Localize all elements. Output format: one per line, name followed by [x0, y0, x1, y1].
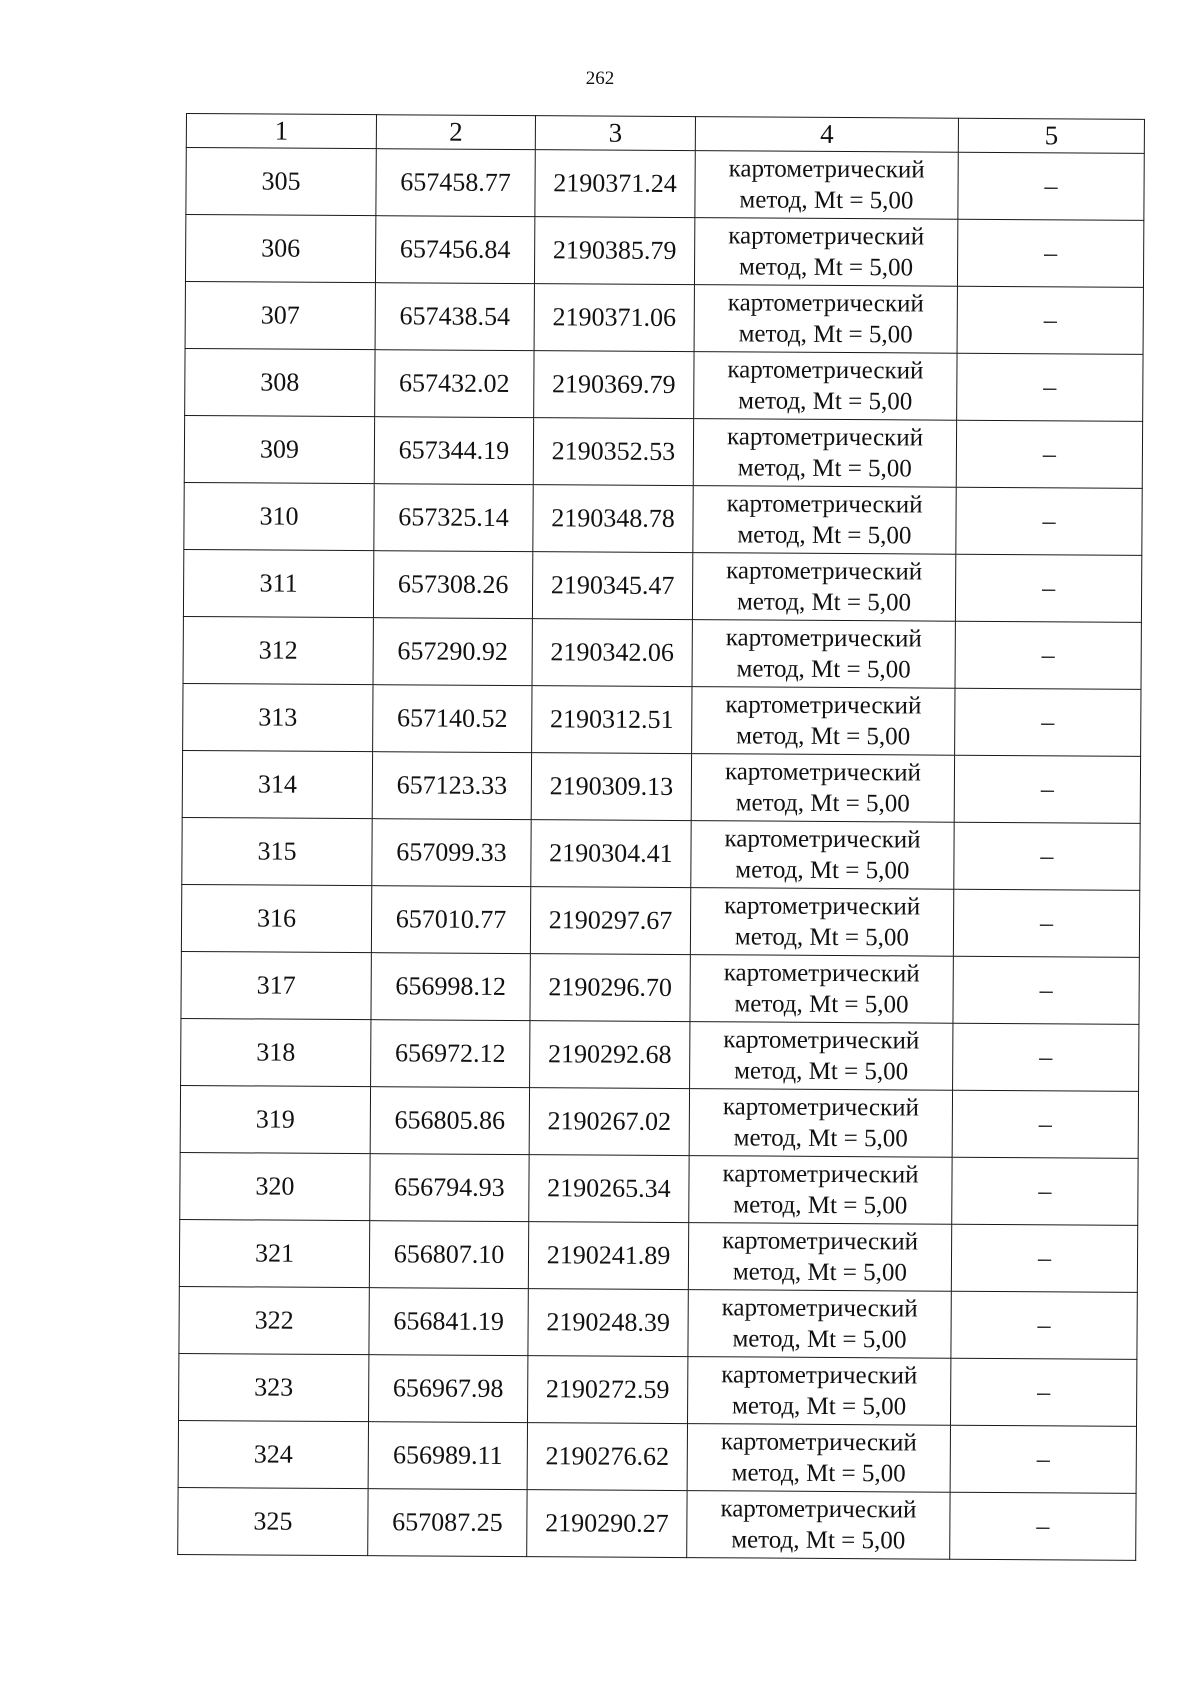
method-line-1: картометрический: [726, 557, 923, 586]
method-line-2: метод, Mt = 5,00: [731, 1526, 906, 1555]
method-cell: [692, 553, 955, 622]
method-line-2: метод, Mt = 5,00: [736, 655, 911, 684]
method-line-2: метод, Mt = 5,00: [739, 186, 914, 215]
point-number-cell: 320: [180, 1152, 370, 1220]
note-cell: –: [952, 1090, 1138, 1158]
method-line-2: метод, Mt = 5,00: [737, 521, 912, 550]
y-coordinate-cell: 2190371.06: [534, 284, 694, 352]
method-line-2: метод, Mt = 5,00: [734, 923, 910, 952]
method-cell: [693, 419, 956, 488]
x-coordinate-cell: 656967.98: [369, 1355, 528, 1423]
table-row: [185, 215, 1143, 288]
table-row: [183, 683, 1141, 756]
point-number-cell: 323: [179, 1353, 369, 1421]
point-number-cell: 307: [185, 281, 375, 349]
table-row: [185, 348, 1143, 421]
method-cell: [693, 486, 956, 555]
note-cell: –: [951, 1291, 1137, 1359]
point-number-cell: 317: [181, 951, 371, 1019]
x-coordinate-cell: 657458.77: [376, 149, 535, 217]
table-row: [184, 482, 1142, 555]
point-number-cell: 313: [183, 683, 373, 751]
method-line-1: картометрический: [722, 1093, 920, 1122]
table-row: [179, 1219, 1137, 1292]
page-number: 262: [585, 68, 615, 89]
method-line-2: метод, Mt = 5,00: [738, 387, 913, 416]
table-row: [181, 951, 1139, 1024]
method-cell: [688, 1223, 951, 1292]
note-cell: –: [950, 1425, 1136, 1493]
column-header-5: 5: [958, 118, 1144, 153]
y-coordinate-cell: 2190241.89: [528, 1222, 688, 1290]
table-row: [182, 750, 1140, 823]
method-line-2: метод, Mt = 5,00: [734, 990, 909, 1019]
point-number-cell: 306: [185, 215, 375, 283]
point-number-cell: 319: [180, 1085, 370, 1153]
method-line-2: метод, Mt = 5,00: [733, 1191, 908, 1220]
x-coordinate-cell: 657325.14: [374, 484, 533, 552]
y-coordinate-cell: 2190290.27: [527, 1490, 687, 1558]
point-number-cell: 318: [181, 1018, 371, 1086]
note-cell: –: [956, 420, 1142, 488]
point-number-cell: 311: [183, 549, 373, 617]
y-coordinate-cell: 2190265.34: [529, 1155, 689, 1223]
note-cell: –: [952, 1157, 1138, 1225]
method-cell: [694, 285, 957, 354]
column-header-2: 2: [376, 115, 535, 150]
x-coordinate-cell: 657099.33: [372, 819, 531, 887]
method-line-1: картометрический: [727, 289, 924, 318]
point-number-cell: 321: [179, 1219, 369, 1287]
note-cell: –: [954, 755, 1140, 823]
note-cell: –: [955, 688, 1141, 756]
method-line-2: метод, Mt = 5,00: [731, 1392, 907, 1421]
method-line-1: картометрический: [724, 758, 922, 787]
point-number-cell: 309: [184, 415, 374, 483]
point-number-cell: 315: [182, 817, 372, 885]
table-body: [178, 148, 1145, 1561]
method-line-1: картометрический: [721, 1294, 918, 1323]
y-coordinate-cell: 2190309.13: [531, 753, 691, 821]
method-line-1: картометрический: [722, 1160, 919, 1189]
point-number-cell: 308: [185, 348, 375, 416]
y-coordinate-cell: 2190296.70: [530, 954, 690, 1022]
method-line-2: метод, Mt = 5,00: [736, 588, 912, 617]
method-cell: [690, 955, 953, 1024]
y-coordinate-cell: 2190352.53: [533, 418, 693, 486]
method-line-1: картометрический: [726, 423, 924, 452]
method-cell: [688, 1357, 951, 1426]
point-number-cell: 325: [178, 1487, 368, 1555]
coordinates-table: [177, 113, 1145, 1561]
note-cell: –: [956, 487, 1142, 555]
note-cell: –: [951, 1224, 1137, 1292]
x-coordinate-cell: 656841.19: [369, 1288, 528, 1356]
method-line-1: картометрический: [723, 1026, 920, 1055]
y-coordinate-cell: 2190267.02: [529, 1088, 689, 1156]
method-cell: [690, 1022, 953, 1091]
method-line-1: картометрический: [720, 1495, 917, 1524]
x-coordinate-cell: 656989.11: [368, 1422, 527, 1490]
x-coordinate-cell: 657432.02: [375, 350, 534, 418]
method-cell: [687, 1424, 950, 1493]
method-line-2: метод, Mt = 5,00: [731, 1459, 906, 1488]
x-coordinate-cell: 656805.86: [370, 1087, 529, 1155]
y-coordinate-cell: 2190371.24: [535, 150, 695, 218]
table-row: [183, 549, 1141, 622]
y-coordinate-cell: 2190248.39: [528, 1289, 688, 1357]
table-row: [185, 281, 1143, 354]
point-number-cell: 310: [184, 482, 374, 550]
method-line-2: метод, Mt = 5,00: [732, 1258, 908, 1287]
method-cell: [695, 151, 958, 220]
x-coordinate-cell: 657456.84: [375, 216, 534, 284]
note-cell: –: [954, 822, 1140, 890]
method-line-2: метод, Mt = 5,00: [733, 1124, 908, 1153]
method-line-1: картометрический: [728, 222, 925, 251]
method-cell: [692, 687, 955, 756]
y-coordinate-cell: 2190276.62: [527, 1423, 687, 1491]
method-line-2: метод, Mt = 5,00: [738, 320, 913, 349]
method-cell: [689, 1089, 952, 1158]
method-line-2: метод, Mt = 5,00: [732, 1325, 907, 1354]
table-header-row: [186, 114, 1144, 154]
x-coordinate-cell: 657438.54: [375, 283, 534, 351]
method-line-1: картометрический: [720, 1428, 917, 1457]
x-coordinate-cell: 656794.93: [370, 1154, 529, 1222]
column-header-3: 3: [535, 116, 695, 151]
y-coordinate-cell: 2190312.51: [532, 686, 692, 754]
table-row: [179, 1286, 1137, 1359]
y-coordinate-cell: 2190348.78: [533, 485, 693, 553]
method-cell: [690, 888, 953, 957]
note-cell: –: [958, 152, 1144, 220]
method-line-1: картометрический: [726, 490, 923, 519]
method-cell: [694, 352, 957, 421]
table-row: [181, 1018, 1139, 1091]
method-cell: [689, 1156, 952, 1225]
x-coordinate-cell: 656807.10: [369, 1221, 528, 1289]
table-row: [180, 1152, 1138, 1225]
table-row: [184, 415, 1142, 488]
x-coordinate-cell: 657344.19: [374, 417, 533, 485]
note-cell: –: [957, 353, 1143, 421]
y-coordinate-cell: 2190304.41: [531, 820, 691, 888]
method-line-1: картометрический: [724, 825, 921, 854]
point-number-cell: 314: [182, 750, 372, 818]
method-line-1: картометрический: [723, 959, 920, 988]
point-number-cell: 322: [179, 1286, 369, 1354]
y-coordinate-cell: 2190342.06: [532, 619, 692, 687]
method-line-2: метод, Mt = 5,00: [735, 856, 910, 885]
method-line-1: картометрический: [728, 155, 925, 184]
column-header-1: 1: [186, 114, 376, 149]
y-coordinate-cell: 2190385.79: [534, 217, 694, 285]
method-line-2: метод, Mt = 5,00: [737, 454, 912, 483]
method-line-1: картометрический: [721, 1361, 918, 1390]
x-coordinate-cell: 657010.77: [371, 886, 530, 954]
method-line-2: метод, Mt = 5,00: [736, 722, 911, 751]
method-cell: [687, 1491, 950, 1560]
method-line-1: картометрический: [725, 691, 922, 720]
point-number-cell: 316: [181, 884, 371, 952]
table-row: [178, 1420, 1136, 1493]
note-cell: –: [957, 219, 1143, 287]
x-coordinate-cell: 656998.12: [371, 953, 530, 1021]
method-cell: [691, 821, 954, 890]
method-line-1: картометрический: [725, 624, 922, 653]
table-row: [182, 817, 1140, 890]
note-cell: –: [950, 1492, 1136, 1560]
method-line-1: картометрический: [727, 356, 924, 385]
note-cell: –: [955, 554, 1141, 622]
table-row: [178, 1487, 1136, 1560]
x-coordinate-cell: 657308.26: [373, 551, 532, 619]
method-line-2: метод, Mt = 5,00: [738, 253, 914, 282]
note-cell: –: [953, 1023, 1139, 1091]
y-coordinate-cell: 2190345.47: [532, 552, 692, 620]
method-cell: [688, 1290, 951, 1359]
point-number-cell: 324: [178, 1420, 368, 1488]
point-number-cell: 305: [186, 148, 376, 216]
x-coordinate-cell: 656972.12: [371, 1020, 530, 1088]
method-line-1: картометрический: [722, 1227, 919, 1256]
method-cell: [694, 218, 957, 287]
x-coordinate-cell: 657087.25: [368, 1489, 527, 1557]
table-row: [179, 1353, 1137, 1426]
method-cell: [691, 754, 954, 823]
y-coordinate-cell: 2190272.59: [528, 1356, 688, 1424]
y-coordinate-cell: 2190292.68: [530, 1021, 690, 1089]
method-cell: [692, 620, 955, 689]
note-cell: –: [953, 956, 1139, 1024]
x-coordinate-cell: 657123.33: [372, 752, 531, 820]
x-coordinate-cell: 657290.92: [373, 618, 532, 686]
point-number-cell: 312: [183, 616, 373, 684]
method-line-1: картометрический: [724, 892, 921, 921]
table-row: [186, 148, 1144, 221]
note-cell: –: [950, 1358, 1136, 1426]
method-line-2: метод, Mt = 5,00: [735, 789, 910, 818]
y-coordinate-cell: 2190369.79: [534, 351, 694, 419]
table-row: [180, 1085, 1138, 1158]
note-cell: –: [955, 621, 1141, 689]
x-coordinate-cell: 657140.52: [373, 685, 532, 753]
y-coordinate-cell: 2190297.67: [530, 887, 690, 955]
table-row: [183, 616, 1141, 689]
note-cell: –: [957, 286, 1143, 354]
column-header-4: 4: [695, 117, 958, 153]
note-cell: –: [953, 889, 1139, 957]
table-row: [181, 884, 1139, 957]
method-line-2: метод, Mt = 5,00: [734, 1057, 909, 1086]
